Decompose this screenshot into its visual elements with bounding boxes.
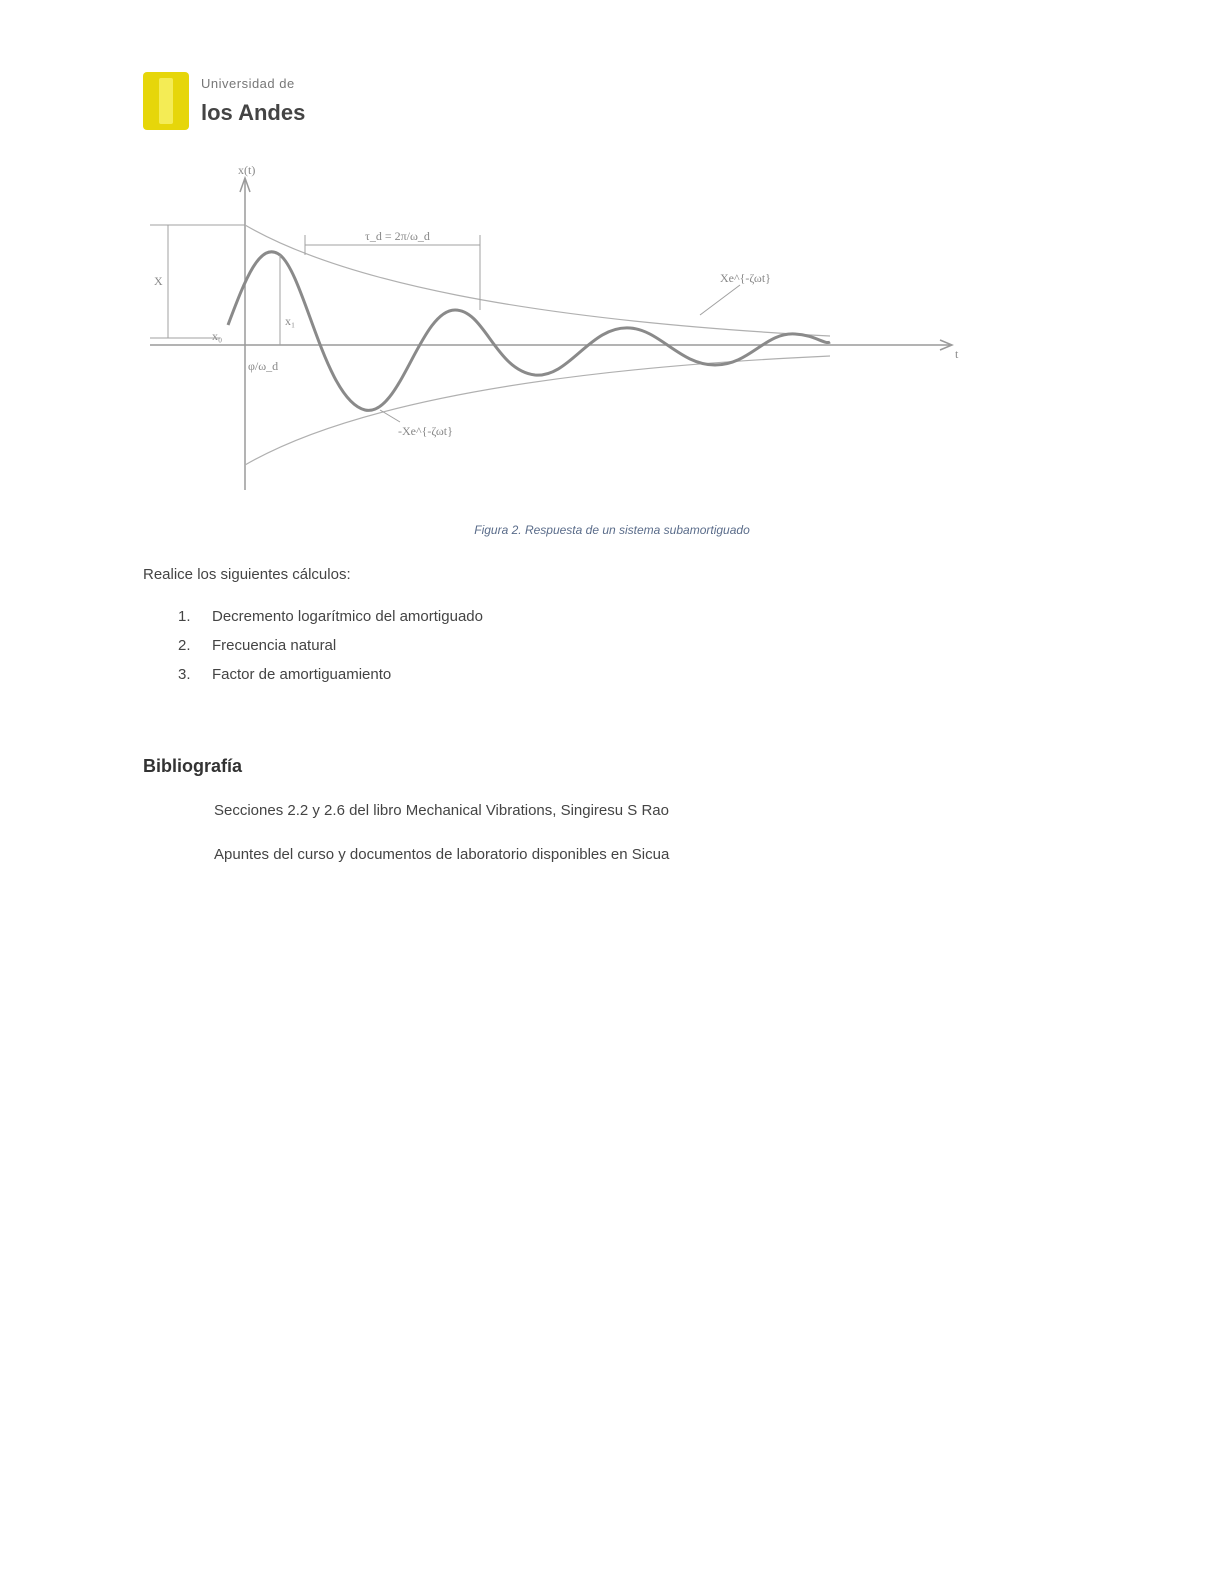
list-item: [178, 666, 483, 695]
x1-label: x₁: [285, 314, 296, 328]
upper-envelope-label: Xe^{-ζωt}: [720, 271, 771, 285]
list-text: Frecuencia natural: [212, 637, 337, 654]
calculation-list: [178, 608, 483, 695]
damped-response-figure: [140, 160, 970, 500]
x0-label: x₀: [212, 329, 223, 343]
t-axis-label: t: [955, 347, 959, 361]
list-text: Decremento logarítmico del amortiguado: [212, 608, 483, 625]
intro-text: Realice los siguientes cálculos:: [143, 566, 351, 583]
list-text: Factor de amortiguamiento: [212, 666, 392, 683]
figure-caption: Figura 2. Respuesta de un sistema subamortiguado: [474, 523, 750, 537]
list-number: 2.: [178, 637, 191, 654]
bibliography-heading: Bibliografía: [143, 756, 243, 776]
logo-line-2: los Andes: [201, 100, 306, 125]
university-logo: [143, 72, 343, 132]
logo-mark-icon: [143, 72, 189, 130]
bibliography-ref-2: Apuntes del curso y documentos de laboratorio disponibles en Sicua: [214, 846, 670, 863]
bibliography-ref-1: Secciones 2.2 y 2.6 del libro Mechanical Vibrations, Singiresu S Rao: [214, 802, 669, 819]
phase-label: φ/ω_d: [248, 359, 279, 373]
list-item: [178, 637, 483, 666]
list-item: [178, 608, 483, 637]
period-label: τ_d = 2π/ω_d: [365, 229, 430, 243]
y-axis-label: x(t): [238, 163, 256, 177]
list-number: 1.: [178, 608, 191, 625]
lower-envelope-label: -Xe^{-ζωt}: [398, 424, 453, 438]
list-number: 3.: [178, 666, 191, 683]
amplitude-label: X: [154, 274, 163, 288]
logo-line-1: Universidad de: [201, 76, 295, 91]
